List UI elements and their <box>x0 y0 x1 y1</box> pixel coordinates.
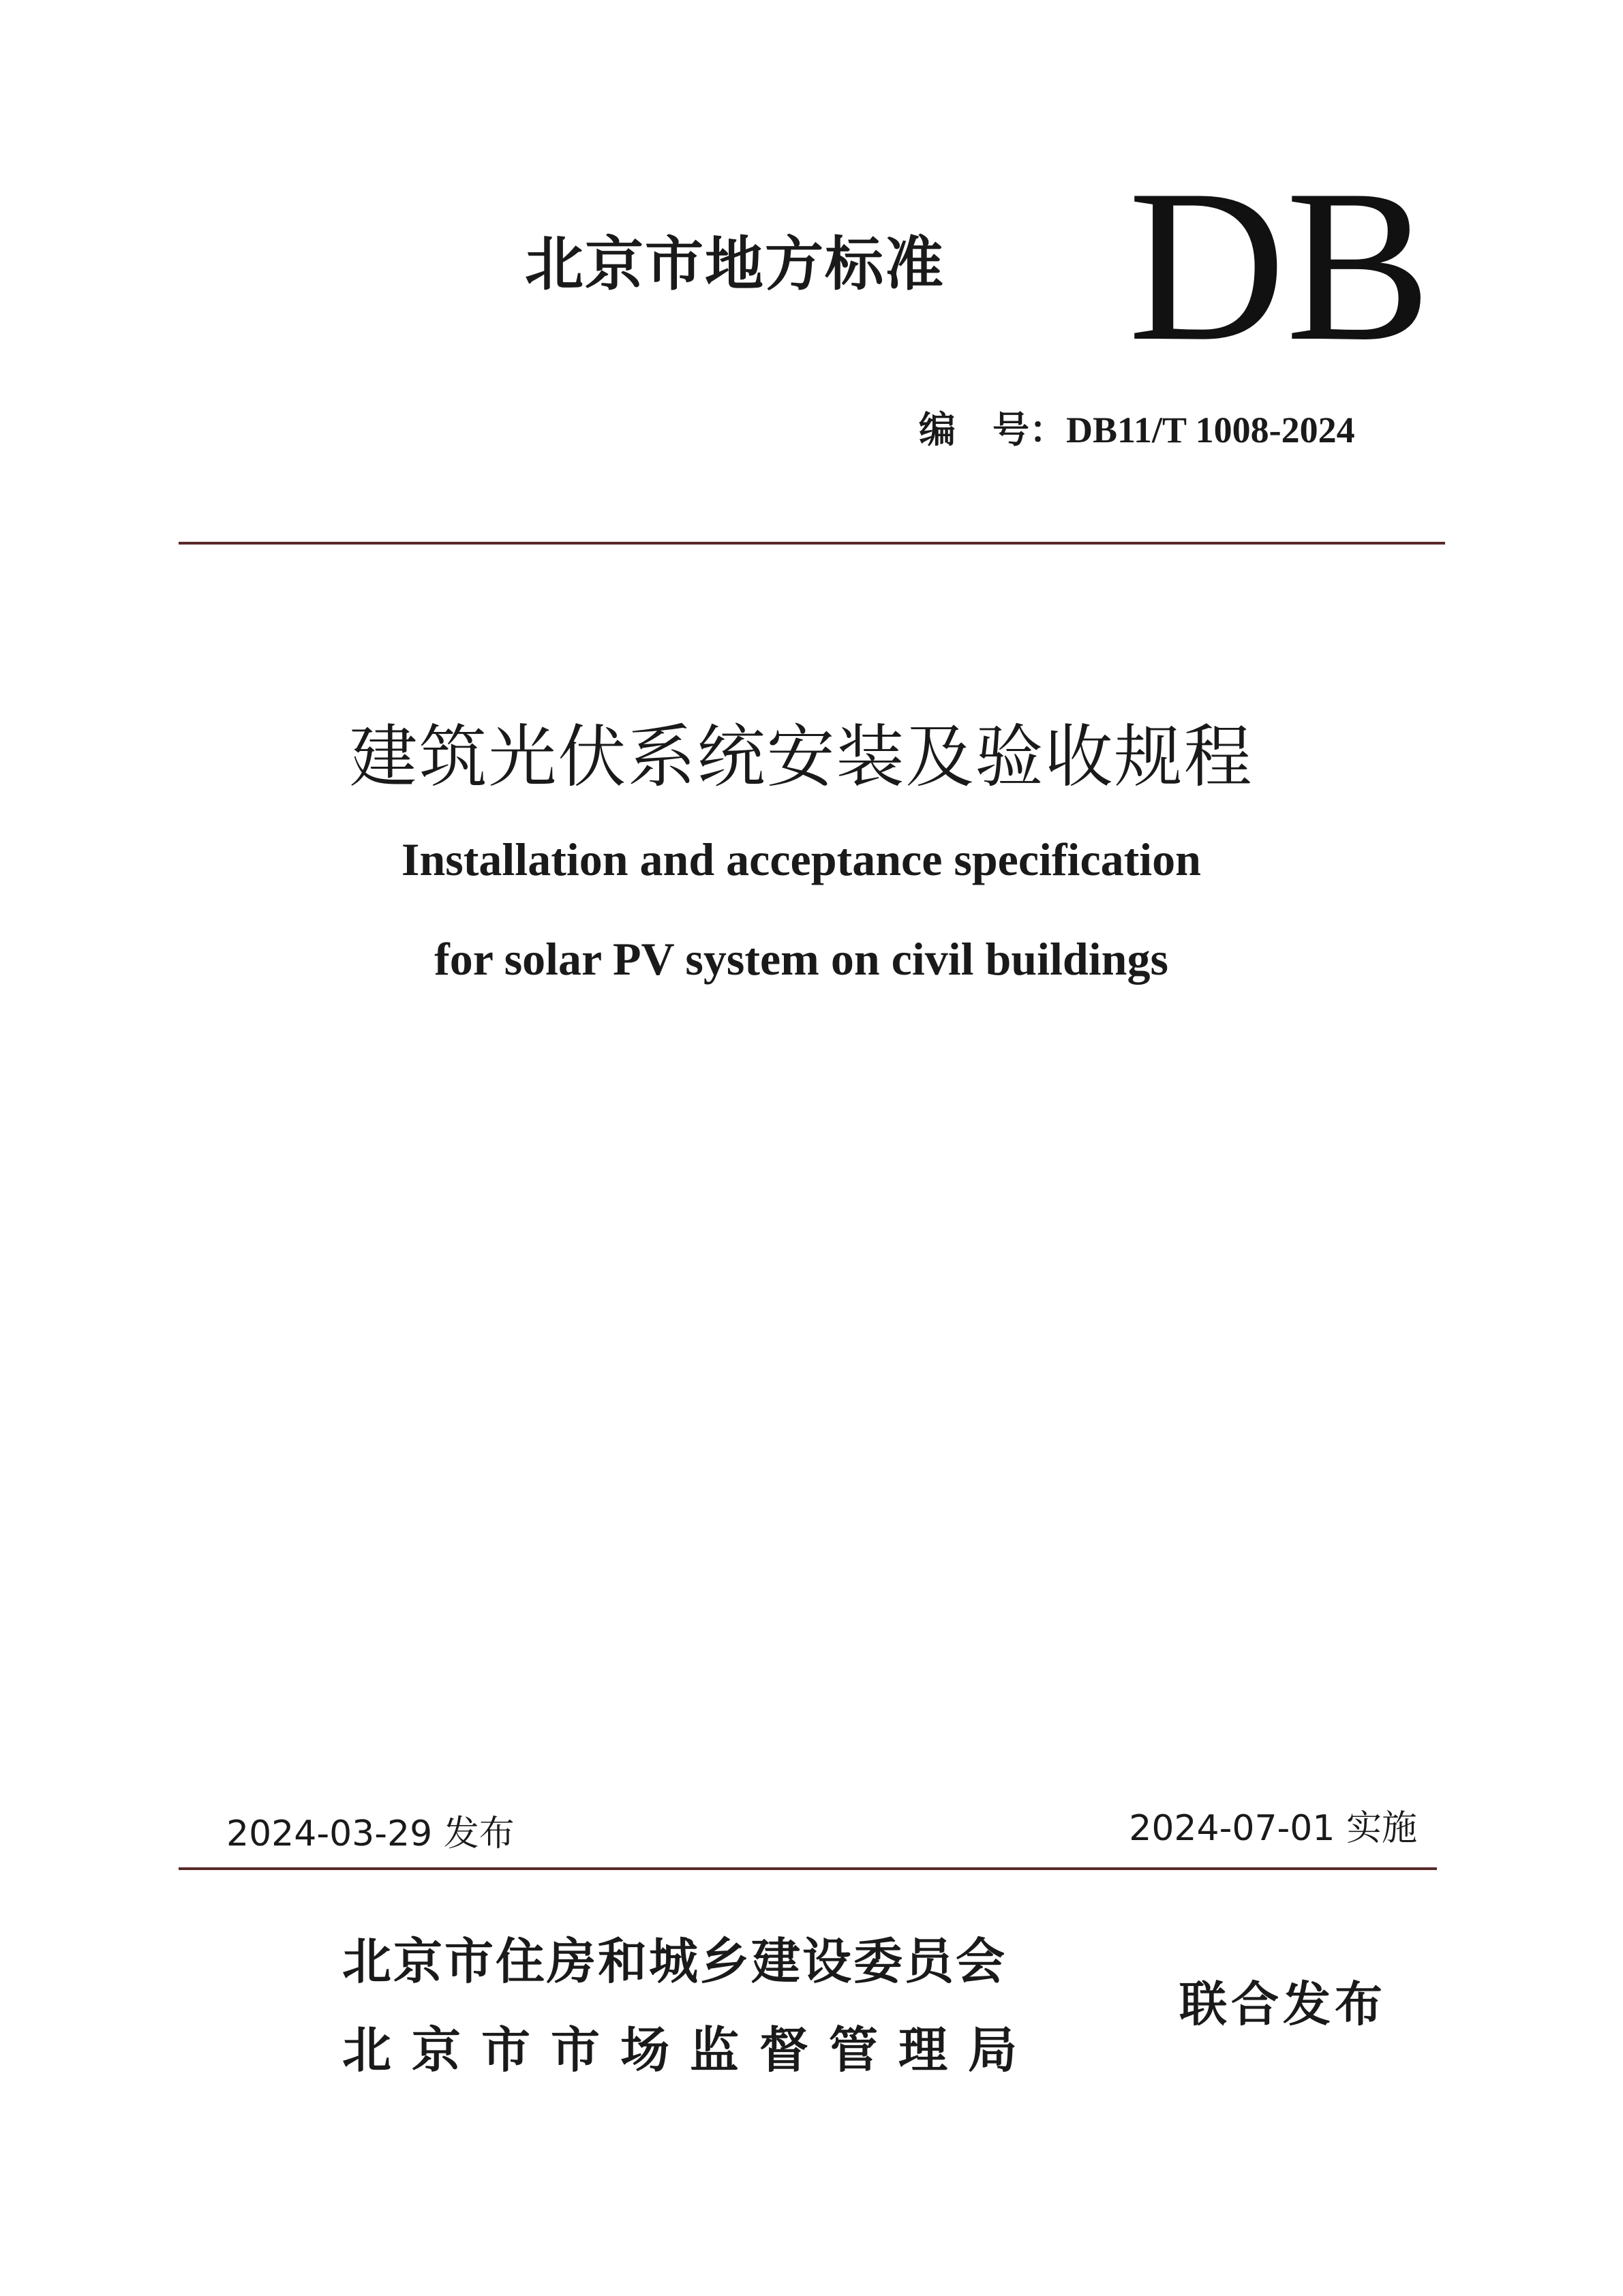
joint-release-label: 联合发布 <box>1179 1976 1386 2032</box>
implementation-date: 2024-07-01 实施 <box>1129 1808 1417 1849</box>
bottom-divider <box>179 1867 1437 1870</box>
title-english-line1: Installation and acceptance specification <box>401 833 1201 885</box>
standard-number-label: 编 号： <box>919 408 1066 451</box>
standard-number <box>919 401 1355 453</box>
issue-date: 2024-03-29 发布 <box>226 1813 515 1854</box>
title-english-line2: for solar PV system on civil buildings <box>434 933 1168 985</box>
top-divider <box>179 542 1445 545</box>
issuer-housing-commission: 北京市住房和城乡建设委员会 <box>342 1933 1007 1990</box>
standard-type: 北京市地方标准 <box>525 230 945 299</box>
db-mark: DB <box>1128 145 1431 386</box>
standard-number-value: DB11/T 1008-2024 <box>1066 410 1355 450</box>
issuer-market-regulation: 北京市市场监督管理局 <box>342 2021 1038 2079</box>
title-chinese: 建筑光伏系统安装及验收规程 <box>349 717 1254 797</box>
